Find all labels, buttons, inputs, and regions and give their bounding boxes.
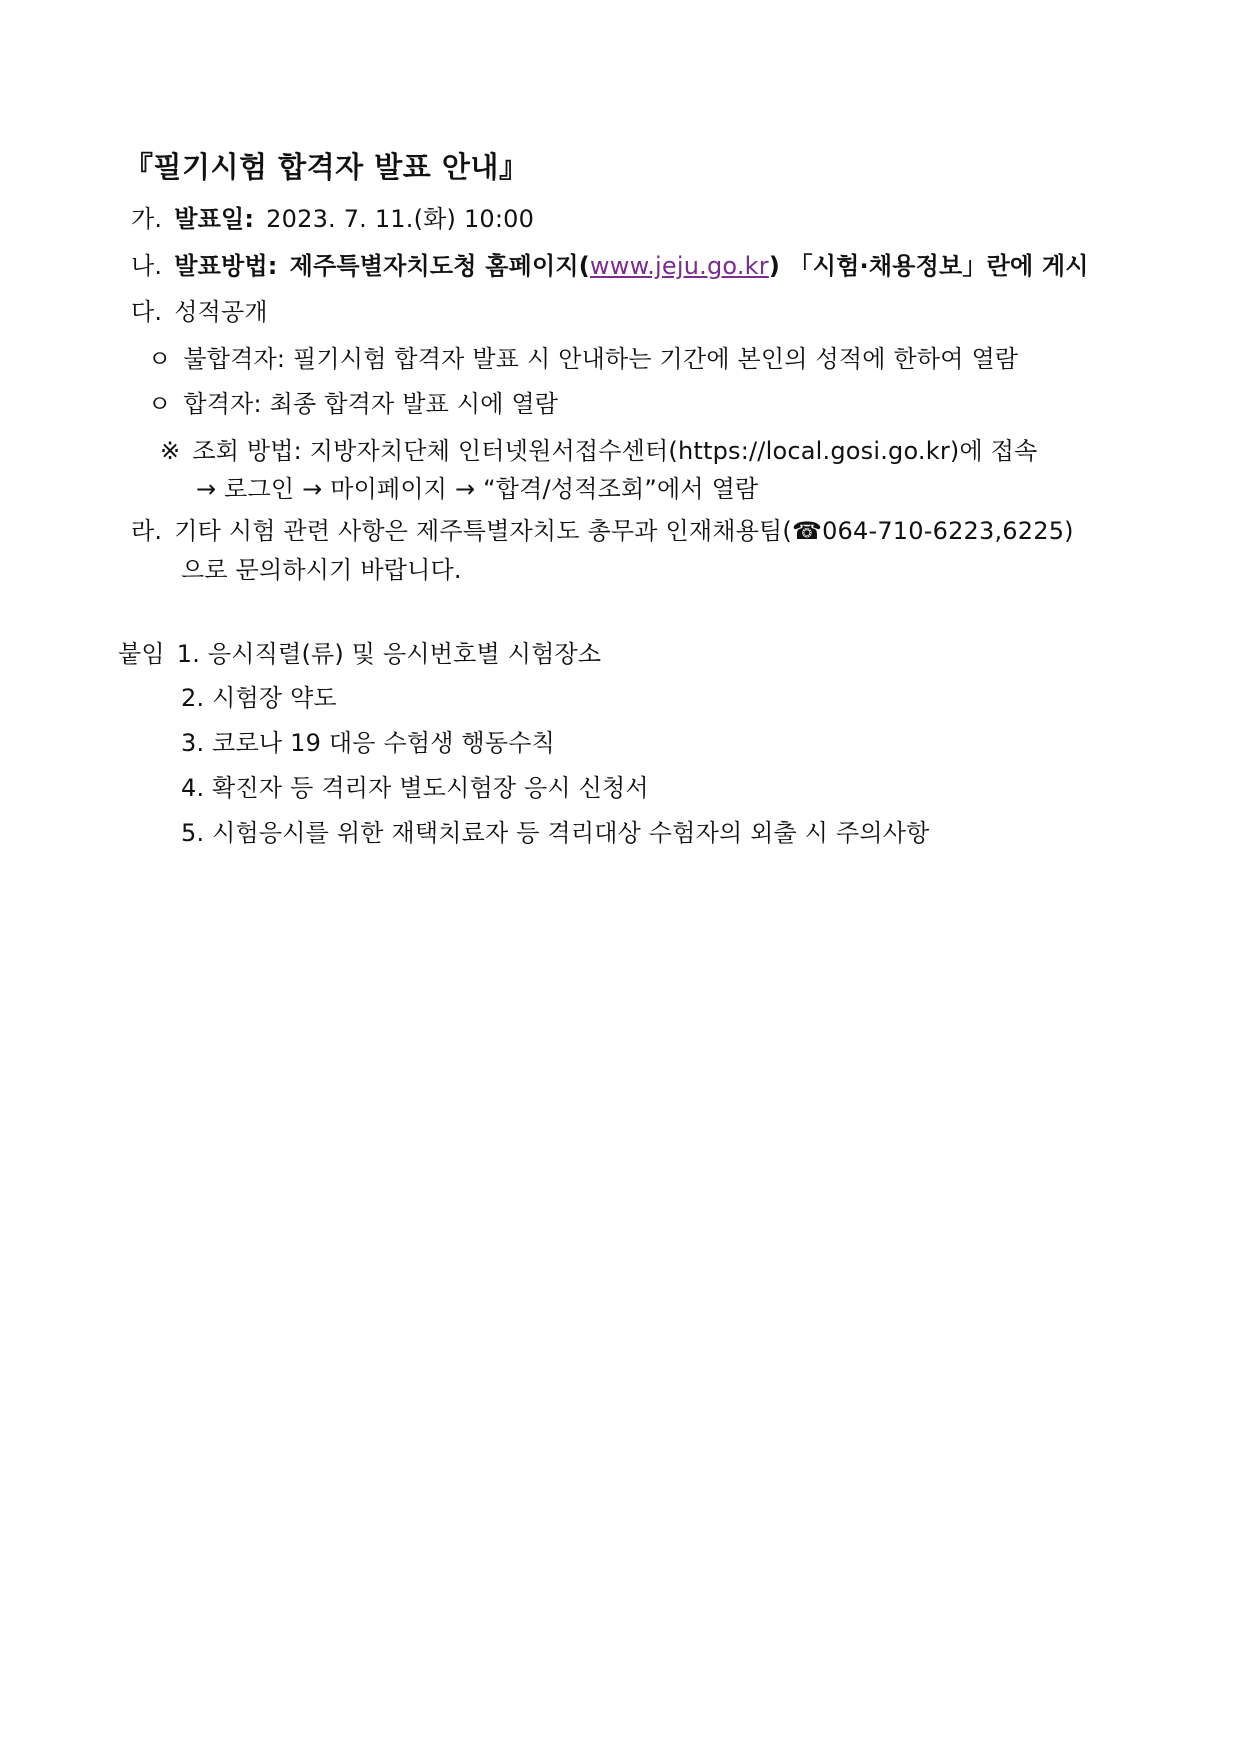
item-marker: 나. — [131, 252, 163, 280]
lookup-method-note — [160, 434, 1037, 468]
attachment-item: 1. 응시직렬(류) 및 응시번호별 시험장소 — [176, 640, 602, 668]
passed-candidates-text: 합격자: 최종 합격자 발표 시에 열람 — [183, 390, 559, 418]
attachment-item: 5. 시험응시를 위한 재택치료자 등 격리대상 수험자의 외출 시 주의사항 — [181, 819, 930, 847]
attachment-item: 3. 코로나 19 대응 수험생 행동수칙 — [181, 729, 555, 757]
jeju-homepage-link[interactable]: www.jeju.go.kr — [589, 252, 769, 280]
item-marker: 가. — [131, 205, 163, 233]
announcement-date-value: 2023. 7. 11.(화) 10:00 — [266, 205, 535, 233]
score-disclosure-label: 성적공개 — [174, 298, 268, 326]
announcement-method-text-suffix: ) 「시험·채용정보」란에 게시 — [768, 252, 1089, 280]
failed-candidates-text: 불합격자: 필기시험 합격자 발표 시 안내하는 기간에 본인의 성적에 한하여 열람 — [183, 345, 1019, 373]
score-disclosure-failed — [148, 342, 1018, 376]
notice-title: 『필기시험 합격자 발표 안내』 — [124, 150, 529, 184]
other-inquiries-line1: 기타 시험 관련 사항은 제주특별자치도 총무과 인재채용팀(☎064-710-6223,6225) — [174, 517, 1074, 545]
attachment-row-1 — [118, 637, 601, 671]
attachment-item: 2. 시험장 약도 — [181, 684, 337, 712]
announcement-method-text: 제주특별자치도청 홈페이지( — [289, 252, 590, 280]
announcement-method-label: 발표방법: — [174, 252, 278, 280]
item-announcement-date — [131, 202, 534, 236]
lookup-method-line1: 조회 방법: 지방자치단체 인터넷원서접수센터(https://local.gosi.go.kr)에 접속 — [192, 437, 1038, 465]
lookup-method-line2: → 로그인 → 마이페이지 → “합격/성적조회”에서 열람 — [196, 475, 759, 503]
item-other-inquiries — [131, 514, 1074, 548]
announcement-date-label: 발표일: — [174, 205, 255, 233]
bullet-icon: ㅇ — [148, 390, 172, 418]
reference-mark-icon: ※ — [160, 437, 181, 465]
other-inquiries-line2: 으로 문의하시기 바랍니다. — [181, 556, 462, 584]
score-disclosure-passed — [148, 387, 558, 421]
item-marker: 다. — [131, 298, 163, 326]
attachment-item: 4. 확진자 등 격리자 별도시험장 응시 신청서 — [181, 774, 649, 802]
item-score-disclosure — [131, 295, 268, 329]
bullet-icon: ㅇ — [148, 345, 172, 373]
item-marker: 라. — [131, 517, 163, 545]
attachment-label: 붙임 — [118, 640, 165, 668]
item-announcement-method — [131, 249, 1089, 283]
